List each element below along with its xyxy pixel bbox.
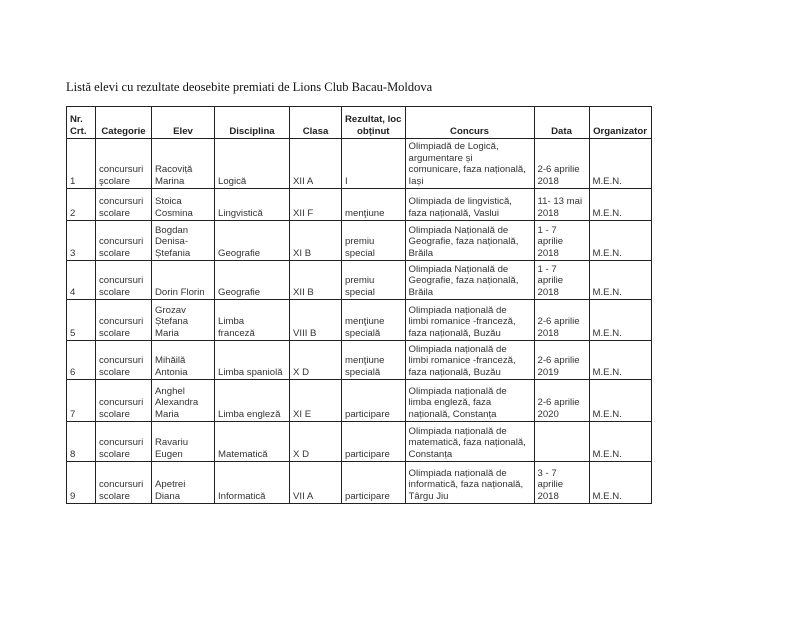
cell-rezultat (342, 341, 406, 380)
cell-elev (152, 422, 215, 462)
cell-text-line: M.E.N. (592, 366, 622, 378)
cell-text-line: limba engleză, faza (408, 397, 492, 408)
cell-text-line: Olimpiada de lingvistică, (408, 196, 512, 207)
cell-clasa (290, 189, 342, 221)
cell-text-line: X D (293, 366, 309, 378)
cell-data (534, 341, 589, 380)
cell-categorie (96, 380, 152, 422)
cell-text-line: concursuri (99, 275, 144, 286)
cell-disciplina (215, 462, 290, 504)
cell-concurs (405, 462, 534, 504)
cell-text-line: 2018 (537, 247, 559, 259)
cell-organizator (589, 380, 651, 422)
cell-text-line: special (345, 247, 375, 259)
cell-text-line: şcolare (99, 175, 130, 187)
column-header-clasa (290, 107, 342, 139)
cell-text-line: M.E.N. (592, 286, 622, 298)
cell-text-line: argumentare și (408, 152, 473, 164)
cell-data (534, 221, 589, 261)
column-header-concurs (405, 107, 534, 139)
cell-text-line: 2 (70, 207, 76, 219)
table-row (67, 300, 652, 341)
cell-text-line: Olimpiada Națională de (408, 224, 509, 236)
cell-text-line: X D (293, 448, 309, 460)
cell-rezultat (342, 221, 406, 261)
cell-text-line: M.E.N. (592, 490, 622, 502)
cell-text-line: 1 (70, 175, 76, 187)
cell-text-line: Ravariu (155, 437, 189, 448)
cell-text-line: M.E.N. (592, 207, 622, 219)
cell-text-line: Diana (155, 490, 181, 502)
cell-text-line: faza națională, Vaslui (408, 207, 500, 219)
cell-text-line: specială (345, 327, 381, 339)
cell-text-line: 7 (70, 408, 76, 420)
cell-text-line: Logică (218, 175, 247, 187)
cell-text-line: Marina (155, 175, 185, 187)
cell-nr-crt (67, 189, 96, 221)
cell-text-line: Limba spaniolă (218, 366, 283, 378)
cell-categorie (96, 300, 152, 341)
cell-elev (152, 380, 215, 422)
cell-text-line: scolare (99, 286, 130, 298)
cell-text-line: special (345, 286, 375, 298)
cell-text-line: I (345, 175, 348, 187)
cell-text-line: 9 (70, 490, 76, 502)
cell-text-line: Informatică (218, 490, 266, 502)
cell-text-line: 11- 13 mai (537, 196, 583, 207)
cell-text-line: menţiune (345, 316, 385, 327)
cell-text-line: franceză (218, 327, 255, 339)
cell-text-line: Constanța (408, 448, 453, 460)
cell-text-line: Geografie, faza națională, (408, 236, 519, 247)
cell-text-line: Maria (155, 327, 179, 339)
cell-text-line: 3 - 7 (537, 467, 557, 479)
cell-text-line: aprilie (537, 275, 564, 286)
cell-organizator (589, 422, 651, 462)
cell-text-line: Eugen (155, 448, 183, 460)
cell-disciplina (215, 221, 290, 261)
cell-organizator (589, 462, 651, 504)
cell-categorie (96, 221, 152, 261)
cell-text-line: concursuri (99, 236, 144, 247)
cell-text-line: națională, Constanța (408, 408, 497, 420)
cell-rezultat (342, 261, 406, 300)
cell-organizator (589, 221, 651, 261)
cell-text-line: XI E (293, 408, 312, 420)
cell-text-line: M.E.N. (592, 448, 622, 460)
cell-text-line: concursuri (99, 316, 144, 327)
cell-text-line: 5 (70, 327, 76, 339)
cell-text-line: participare (345, 408, 390, 420)
cell-text-line: matematică, faza națională, (408, 437, 526, 448)
cell-nr-crt (67, 300, 96, 341)
table-row (67, 221, 652, 261)
cell-clasa (290, 422, 342, 462)
cell-text-line: scolare (99, 327, 130, 339)
cell-text-line: concursuri (99, 355, 144, 366)
table-row (67, 380, 652, 422)
cell-text-line: 2018 (537, 286, 559, 298)
cell-text-line: Ștefania (155, 247, 191, 259)
cell-text-line: Olimpiada Națională de (408, 263, 509, 275)
cell-data (534, 422, 589, 462)
cell-nr-crt (67, 462, 96, 504)
cell-text-line: Brăila (408, 247, 434, 259)
cell-text-line: menţiune (345, 207, 385, 219)
cell-rezultat (342, 139, 406, 189)
cell-organizator (589, 261, 651, 300)
cell-data (534, 462, 589, 504)
cell-text-line: Cosmina (155, 207, 193, 219)
cell-text-line: 3 (70, 247, 76, 259)
cell-text-line: Disciplina (229, 125, 275, 137)
cell-text-line: Olimpiada națională de (408, 467, 507, 479)
cell-text-line: XII B (293, 286, 314, 298)
cell-text-line: 2-6 aprilie (537, 164, 580, 175)
column-header-disciplina (215, 107, 290, 139)
table-row (67, 462, 652, 504)
cell-text-line: comunicare, faza națională, (408, 164, 526, 175)
cell-text-line: 2020 (537, 408, 559, 420)
document-title: Listă elevi cu rezultate deosebite premiati de Lions Club Bacau-Moldova (66, 80, 433, 94)
cell-concurs (405, 341, 534, 380)
cell-elev (152, 189, 215, 221)
cell-text-line: 6 (70, 366, 76, 378)
cell-rezultat (342, 380, 406, 422)
cell-clasa (290, 139, 342, 189)
cell-text-line: Olimpiada națională de (408, 304, 507, 316)
cell-rezultat (342, 422, 406, 462)
cell-text-line: obținut (357, 125, 390, 137)
cell-text-line: Mihăilă (155, 355, 186, 366)
cell-text-line: Olimpiadă de Logică, (408, 141, 499, 152)
cell-text-line: aprilie (537, 236, 564, 247)
cell-text-line: 2018 (537, 175, 559, 187)
cell-text-line: Limba (218, 316, 245, 327)
cell-concurs (405, 380, 534, 422)
cell-text-line: Limba engleză (218, 408, 281, 420)
cell-nr-crt (67, 261, 96, 300)
cell-text-line: Geografie (218, 247, 261, 259)
cell-text-line: scolare (99, 247, 130, 259)
cell-clasa (290, 261, 342, 300)
cell-text-line: scolare (99, 448, 130, 460)
cell-text-line: Olimpiada națională de (408, 425, 507, 437)
cell-text-line: 2018 (537, 490, 559, 502)
cell-text-line: Rezultat, loc (345, 114, 402, 125)
cell-text-line: Grozav (155, 304, 186, 316)
cell-clasa (290, 341, 342, 380)
cell-text-line: Organizator (593, 125, 647, 137)
cell-text-line: Lingvistică (218, 207, 263, 219)
cell-nr-crt (67, 380, 96, 422)
cell-disciplina (215, 139, 290, 189)
cell-text-line: menţiune (345, 355, 385, 366)
cell-text-line: premiu (345, 275, 375, 286)
cell-text-line: concursuri (99, 196, 144, 207)
cell-text-line: scolare (99, 207, 130, 219)
cell-categorie (96, 261, 152, 300)
cell-elev (152, 341, 215, 380)
cell-text-line: Denisa- (155, 236, 189, 247)
cell-text-line: M.E.N. (592, 408, 622, 420)
cell-organizator (589, 189, 651, 221)
cell-text-line: Categorie (101, 125, 146, 137)
cell-categorie (96, 189, 152, 221)
cell-nr-crt (67, 221, 96, 261)
cell-disciplina (215, 300, 290, 341)
cell-text-line: Anghel (155, 385, 185, 397)
cell-rezultat (342, 189, 406, 221)
cell-text-line: XII F (293, 207, 314, 219)
cell-text-line: Olimpiada națională de (408, 343, 507, 355)
cell-disciplina (215, 341, 290, 380)
column-header-categorie (96, 107, 152, 139)
cell-elev (152, 261, 215, 300)
cell-text-line: premiu (345, 236, 375, 247)
cell-text-line: Crt. (70, 125, 87, 137)
cell-text-line: concursuri (99, 164, 144, 175)
cell-nr-crt (67, 341, 96, 380)
cell-clasa (290, 462, 342, 504)
cell-text-line: informatică, faza națională, (408, 479, 524, 490)
cell-text-line: aprilie (537, 479, 564, 490)
cell-text-line: faza națională, Buzău (408, 327, 501, 339)
cell-text-line: XII A (293, 175, 314, 187)
cell-text-line: Antonia (155, 366, 188, 378)
cell-text-line: specială (345, 366, 381, 378)
cell-text-line: Alexandra (155, 397, 199, 408)
cell-clasa (290, 300, 342, 341)
cell-text-line: participare (345, 490, 390, 502)
cell-nr-crt (67, 422, 96, 462)
cell-elev (152, 462, 215, 504)
cell-text-line: Maria (155, 408, 179, 420)
cell-text-line: VII A (293, 490, 314, 502)
cell-concurs (405, 261, 534, 300)
cell-text-line: 2-6 aprilie (537, 316, 580, 327)
cell-text-line: Bogdan (155, 224, 189, 236)
cell-concurs (405, 300, 534, 341)
cell-text-line: 1 - 7 (537, 224, 557, 236)
cell-text-line: Dorin Florin (155, 286, 205, 298)
cell-text-line: Olimpiada națională de (408, 385, 507, 397)
table-row (67, 422, 652, 462)
cell-concurs (405, 139, 534, 189)
cell-rezultat (342, 462, 406, 504)
cell-text-line: 1 - 7 (537, 263, 557, 275)
cell-disciplina (215, 380, 290, 422)
cell-categorie (96, 341, 152, 380)
cell-data (534, 380, 589, 422)
cell-text-line: Ștefana (155, 316, 189, 327)
cell-text-line: limbi romanice -franceză, (408, 316, 516, 327)
cell-text-line: Apetrei (155, 479, 186, 490)
cell-text-line: M.E.N. (592, 175, 622, 187)
cell-concurs (405, 422, 534, 462)
cell-elev (152, 221, 215, 261)
cell-text-line: faza națională, Buzău (408, 366, 501, 378)
cell-organizator (589, 300, 651, 341)
cell-concurs (405, 221, 534, 261)
cell-disciplina (215, 189, 290, 221)
cell-text-line: Nr. (70, 114, 83, 125)
cell-text-line: scolare (99, 408, 130, 420)
cell-text-line: concursuri (99, 437, 144, 448)
cell-text-line: 2-6 aprilie (537, 397, 580, 408)
column-header-elev (152, 107, 215, 139)
cell-text-line: Târgu Jiu (408, 490, 449, 502)
cell-text-line: 8 (70, 448, 76, 460)
table-row (67, 261, 652, 300)
cell-text-line: 2-6 aprilie (537, 355, 580, 366)
cell-text-line: limbi romanice -franceză, (408, 355, 516, 366)
cell-nr-crt (67, 139, 96, 189)
cell-text-line: XI B (293, 247, 312, 259)
cell-text-line: concursuri (99, 397, 144, 408)
cell-text-line: Stoica (155, 196, 182, 207)
cell-text-line: Geografie (218, 286, 261, 298)
cell-text-line: M.E.N. (592, 247, 622, 259)
cell-text-line: 2018 (537, 327, 559, 339)
cell-text-line: participare (345, 448, 390, 460)
results-table (66, 106, 652, 504)
column-header-organizator (589, 107, 651, 139)
table-row (67, 341, 652, 380)
cell-text-line: VIII B (293, 327, 317, 339)
cell-text-line: scolare (99, 366, 130, 378)
table-row (67, 189, 652, 221)
cell-text-line: Clasa (302, 125, 329, 137)
cell-categorie (96, 422, 152, 462)
cell-data (534, 261, 589, 300)
cell-disciplina (215, 422, 290, 462)
cell-organizator (589, 341, 651, 380)
cell-concurs (405, 189, 534, 221)
cell-text-line: concursuri (99, 479, 144, 490)
cell-text-line: Geografie, faza națională, (408, 275, 519, 286)
cell-data (534, 189, 589, 221)
cell-text-line: Concurs (450, 125, 489, 137)
cell-data (534, 300, 589, 341)
cell-text-line: Matematică (218, 448, 268, 460)
column-header-data (534, 107, 589, 139)
column-header-rezultat (342, 107, 406, 139)
table-row (67, 139, 652, 189)
cell-disciplina (215, 261, 290, 300)
cell-text-line: 4 (70, 286, 76, 298)
cell-rezultat (342, 300, 406, 341)
cell-elev (152, 300, 215, 341)
cell-categorie (96, 139, 152, 189)
cell-text-line: 2019 (537, 366, 559, 378)
cell-clasa (290, 380, 342, 422)
column-header-nr-crt (67, 107, 96, 139)
table-header-row (67, 107, 652, 139)
cell-text-line: Brăila (408, 286, 434, 298)
cell-text-line: Elev (173, 125, 193, 137)
cell-categorie (96, 462, 152, 504)
cell-text-line: Data (551, 125, 572, 137)
cell-data (534, 139, 589, 189)
cell-organizator (589, 139, 651, 189)
cell-text-line: Iași (408, 175, 424, 187)
cell-text-line: scolare (99, 490, 130, 502)
cell-elev (152, 139, 215, 189)
cell-text-line: 2018 (537, 207, 559, 219)
cell-text-line: Racoviță (155, 164, 193, 175)
cell-text-line: M.E.N. (592, 327, 622, 339)
cell-clasa (290, 221, 342, 261)
